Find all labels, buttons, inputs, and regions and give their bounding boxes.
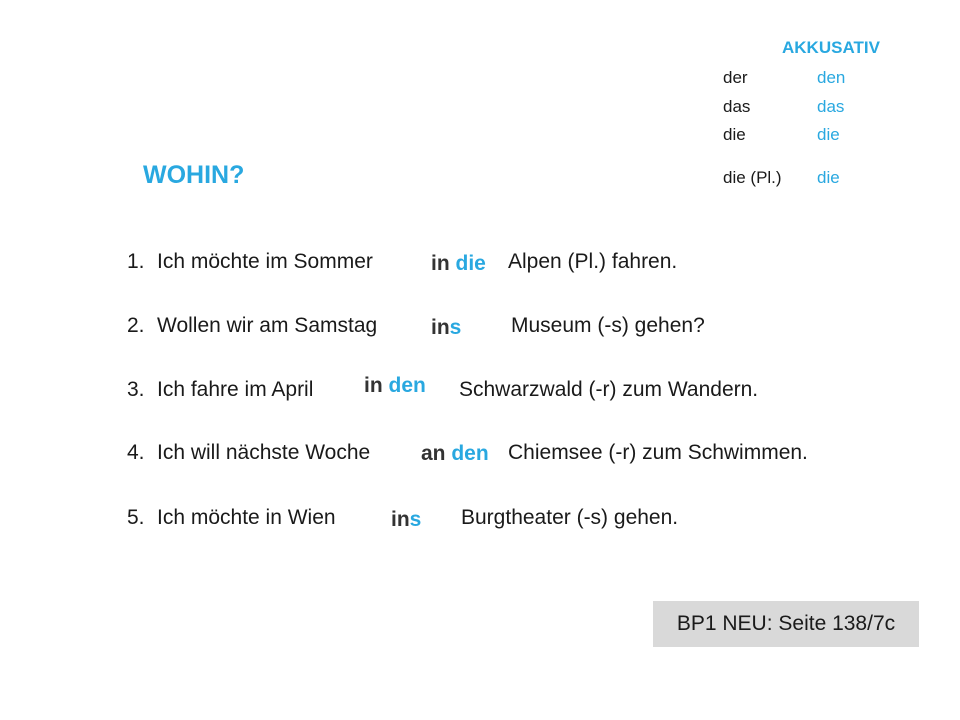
- akk-acc-das: das: [817, 97, 845, 116]
- akk-acc-die: die: [817, 125, 840, 144]
- sentence-text: Ich will nächste Woche: [157, 441, 371, 464]
- answer-preposition: an: [421, 442, 446, 465]
- reference-text: BP1 NEU: Seite 138/7c: [676, 612, 896, 635]
- akk-nom-die: die: [723, 125, 746, 144]
- akk-nom-die-pl: die (Pl.): [723, 168, 782, 187]
- sentence-2-after: Museum (-s) gehen?: [511, 314, 705, 337]
- answer-preposition: in: [431, 316, 450, 339]
- answer-preposition: in: [364, 374, 383, 397]
- sentence-text: Ich fahre im April: [157, 378, 314, 401]
- sentence-1-after: Alpen (Pl.) fahren.: [508, 250, 678, 273]
- reference-badge: [653, 601, 919, 647]
- sentence-5-answer: [391, 508, 421, 532]
- sentence-4-before: [127, 441, 370, 465]
- akk-acc-den: den: [817, 68, 846, 87]
- sentence-3-before: [127, 378, 313, 402]
- answer-article: die: [455, 252, 486, 275]
- sentence-3-after: Schwarzwald (-r) zum Wandern.: [459, 378, 759, 401]
- sentence-number: 3.: [127, 378, 145, 401]
- sentence-2-answer: [431, 316, 461, 340]
- sentence-text: Ich möchte in Wien: [157, 506, 336, 529]
- answer-article: s: [449, 316, 462, 339]
- sentence-number: 1.: [127, 250, 145, 273]
- sentence-3-answer: [364, 374, 426, 398]
- page-title: WOHIN?: [143, 161, 245, 189]
- sentence-5-before: [127, 506, 336, 530]
- sentence-text: Ich möchte im Sommer: [157, 250, 373, 273]
- akkusativ-heading: AKKUSATIV: [782, 38, 880, 57]
- answer-article: den: [451, 442, 489, 465]
- akk-nom-das: das: [723, 97, 751, 116]
- sentence-4-answer: [421, 442, 489, 466]
- sentence-5-after: Burgtheater (-s) gehen.: [461, 506, 679, 529]
- answer-article: den: [388, 374, 426, 397]
- sentence-number: 2.: [127, 314, 145, 337]
- sentence-2-before: [127, 314, 377, 338]
- akk-acc-die-pl: die: [817, 168, 840, 187]
- sentence-number: 5.: [127, 506, 145, 529]
- akk-nom-der: der: [723, 68, 748, 87]
- sentence-text: Wollen wir am Samstag: [157, 314, 378, 337]
- sentence-1-answer: [431, 252, 486, 276]
- sentence-1-before: [127, 250, 373, 274]
- answer-article: s: [409, 508, 422, 531]
- answer-preposition: in: [391, 508, 410, 531]
- answer-preposition: in: [431, 252, 450, 275]
- sentence-4-after: Chiemsee (-r) zum Schwimmen.: [508, 441, 808, 464]
- sentence-number: 4.: [127, 441, 145, 464]
